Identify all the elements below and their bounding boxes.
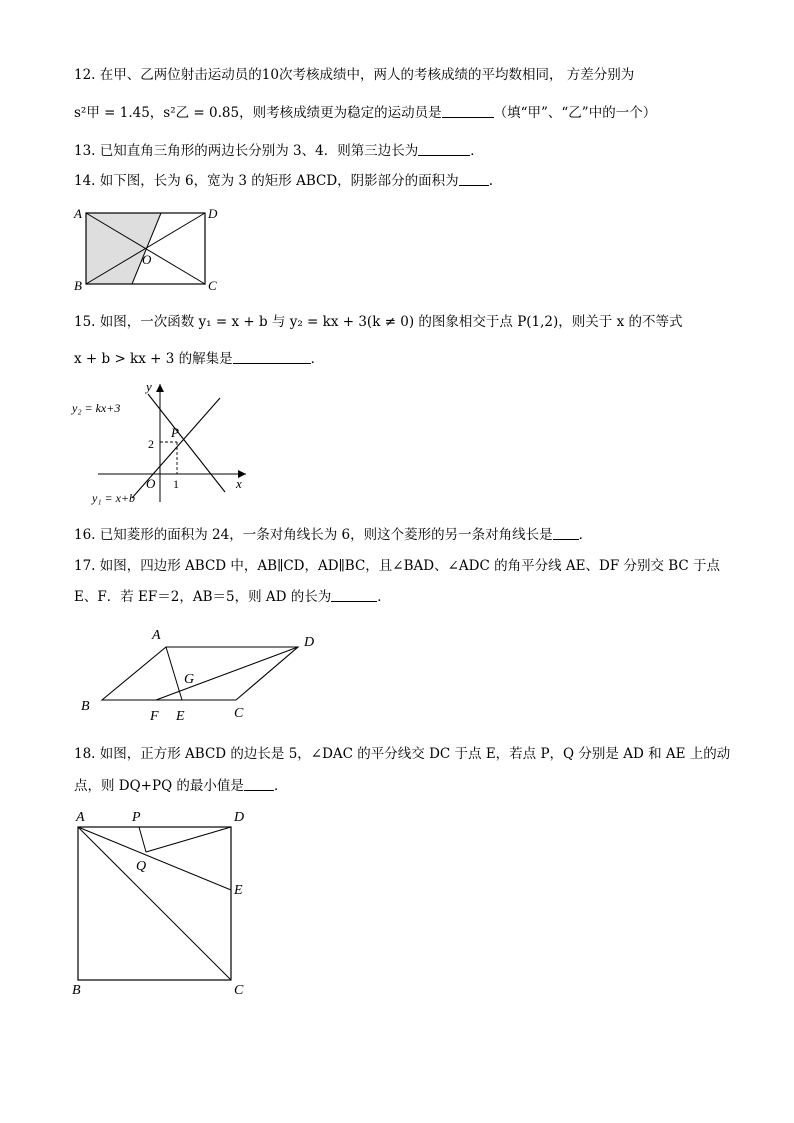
q17-line2: [74, 588, 391, 606]
q17-label-g: G: [184, 672, 195, 687]
q17-label-a: A: [152, 628, 161, 643]
q17-tail: ．: [377, 589, 391, 605]
q12-variance-yi: s²乙 = 0.85: [163, 105, 240, 121]
q14-label-c: C: [208, 278, 217, 293]
q15-label-x: x: [236, 476, 242, 491]
q18-label-a: A: [76, 810, 85, 825]
q13-text: 13. 已知直角三角形的两边长分别为 3、4．则第三边长为: [74, 143, 419, 159]
q15-label-p: P: [171, 425, 179, 440]
q17-label-b: B: [81, 699, 90, 714]
q17-label-f: F: [150, 709, 159, 724]
answer-blank: [553, 527, 579, 540]
q15-figure-graph: [70, 378, 260, 510]
q17-label-c: C: [234, 706, 244, 721]
q18-tail: ．: [273, 778, 288, 794]
q18-label-d: D: [234, 810, 245, 825]
q14-label-d: D: [208, 206, 218, 221]
q15-tick-label-2: 2: [148, 437, 154, 451]
q14-label-b: B: [74, 278, 82, 293]
q12-line1: 12. 在甲、乙两位射击运动员的10次考核成绩中，两人的考核成绩的平均数相同， 方差分别为: [74, 67, 635, 83]
q12-line2-text: ，则考核成绩更为稳定的运动员是: [239, 105, 442, 121]
q18-figure-square: [66, 802, 266, 1002]
q17-figure-parallelogram: [76, 622, 326, 724]
q15-tick-label-1: 1: [173, 477, 179, 491]
answer-blank: [418, 143, 470, 156]
q18-label-p: P: [132, 810, 141, 825]
q17-parallelogram: [102, 647, 298, 700]
answer-blank: [459, 173, 489, 186]
q15-line2: [74, 350, 324, 368]
answer-blank: [244, 778, 274, 791]
q18-segment-pq: [139, 827, 146, 852]
q17-line-ae: [166, 647, 182, 700]
q14-tail: .: [488, 173, 493, 189]
q14-label-o: O: [142, 252, 152, 267]
q13-tail: ．: [470, 143, 484, 159]
q16-tail: ．: [578, 527, 593, 543]
q18-segment-qd: [146, 827, 231, 852]
q15-y-arrow: [156, 384, 164, 392]
answer-blank: [331, 589, 377, 602]
q14-figure-rectangle: [70, 200, 230, 296]
q15-label-y2-equation: y₂ = kx+3: [72, 401, 121, 415]
q18-label-c: C: [234, 983, 244, 998]
q18-label-q: Q: [136, 859, 147, 874]
q17-line1: 17. 如图，四边形 ABCD 中，AB∥CD，AD∥BC，且∠BAD、∠ADC 的角平分线 AE、DF 分别交 BC 于点: [74, 558, 721, 574]
q12-variance-jia: s²甲 = 1.45: [74, 105, 150, 121]
q17-line2-text: E、F．若 EF＝2，AB＝5，则 AD 的长为: [74, 589, 332, 605]
q15-line1: 15. 如图，一次函数 y₁ = x + b 与 y₂ = kx + 3(k ≠ 0) 的图象相交于点 P(1,2)，则关于 x 的不等式: [74, 314, 683, 330]
answer-blank: [442, 105, 494, 118]
q16-line: [74, 526, 592, 544]
q17-label-d: D: [304, 635, 315, 650]
q18-line2: [74, 777, 287, 795]
q13-line: [74, 142, 484, 160]
q18-bisector-ae: [78, 827, 231, 890]
q18-line2-text: 点，则 DQ+PQ 的最小值是: [74, 778, 244, 794]
q16-text: 16. 已知菱形的面积为 24，一条对角线长为 6，则这个菱形的另一条对角线长是: [74, 527, 553, 543]
q18-line1: 18. 如图，正方形 ABCD 的边长是 5，∠DAC 的平分线交 DC 于点 E，若点 P，Q 分别是 AD 和 AE 上的动: [74, 746, 731, 762]
q14-line: [74, 172, 493, 190]
q17-line-df: [156, 647, 298, 700]
q18-label-b: B: [72, 983, 81, 998]
answer-blank: [233, 351, 311, 364]
q15-label-y: y: [146, 379, 152, 394]
q14-shaded-region: [86, 213, 161, 284]
q15-label-y1-equation: y₁ = x+b: [92, 491, 136, 505]
q15-line2-text: x + b > kx + 3 的解集是: [74, 351, 233, 367]
q14-label-a: A: [74, 206, 82, 221]
q15-label-origin: O: [146, 476, 156, 491]
q12-line2: [74, 104, 656, 122]
q12-sep: ，: [149, 105, 164, 121]
q14-text: 14. 如下图，长为 6，宽为 3 的矩形 ABCD，阴影部分的面积为: [74, 173, 459, 189]
q17-label-e: E: [176, 709, 185, 724]
q15-tail: ．: [310, 351, 325, 367]
q18-label-e: E: [234, 883, 243, 898]
q12-line2-tail: （填“甲”、“乙”中的一个）: [493, 105, 657, 121]
